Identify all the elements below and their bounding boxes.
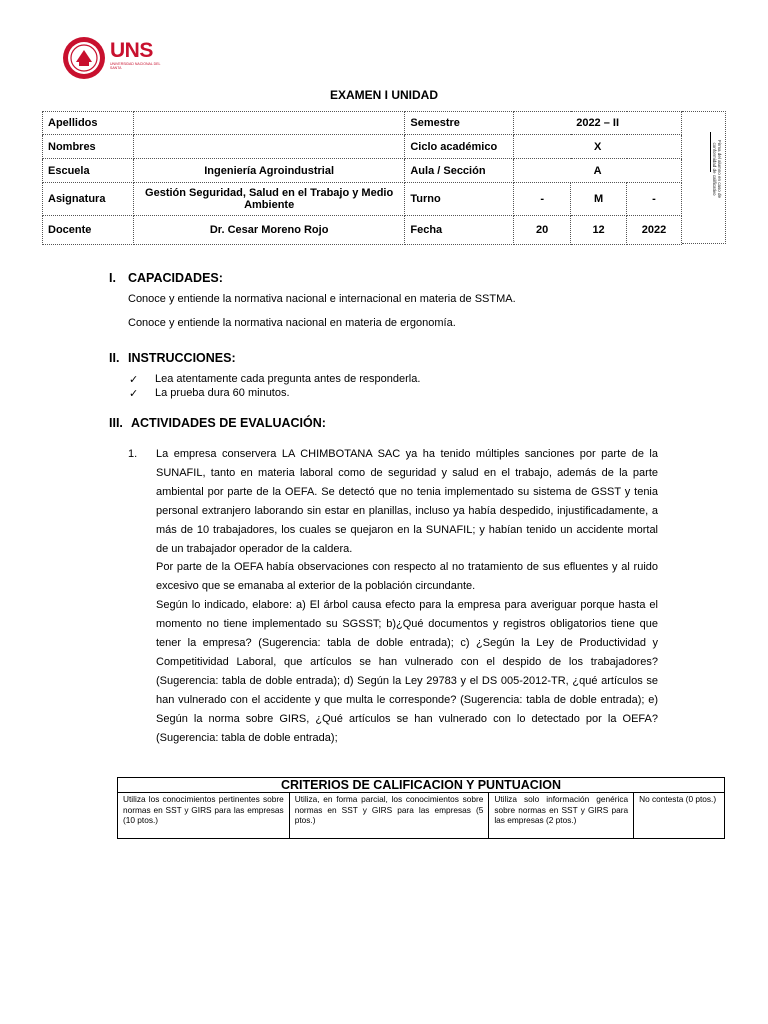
row-nombres	[43, 135, 682, 159]
section-heading-instrucciones: INSTRUCCIONES:	[128, 351, 236, 365]
capacidad-item-2: Conoce y entiende la normativa nacional en materia de ergonomía.	[128, 317, 456, 329]
grading-criteria-table	[117, 777, 725, 839]
semestre-label: Semestre	[405, 112, 514, 135]
criteria-cell-10: Utiliza los conocimientos pertinentes sobre normas en SST y GIRS para las empresas (10 ptos.)	[118, 793, 290, 839]
question-body	[156, 445, 658, 748]
section-heading-actividades: ACTIVIDADES DE EVALUACIÓN:	[131, 416, 326, 430]
apellidos-field[interactable]	[133, 112, 404, 135]
question-paragraph-2: Por parte de la OEFA había observaciones con respecto al no tratamiento de sus efluentes y al ruido excesivo que se emanaba al exterior de la población circundante.	[156, 561, 658, 593]
question-paragraph-3: Según lo indicado, elabore: a) El árbol causa efecto para la empresa para averiguar porque hasta el momento no tiene implementado su SGSST; b)¿Qué documentos y registros obligatorios tiene que tener la empresa? (Sugerencia: tabla de doble entrada); c) ¿Según la Ley de Productividad y Competitividad Laboral, que artículos se han vulnerado con el despido de los trabajadores? (Sugerencia: tabla de doble entrada); d) Según la Ley 29783 y el DS 005-2012-TR, ¿qué artículos se han vulnerado con el accidente y que multa le corresponde? (Sugerencia: tabla de doble entrada); e) Según la norma sobre GIRS, ¿Qué artículos se han vulnerado con lo detectado por la OEFA? (Sugerencia: tabla de doble entrada);	[156, 599, 658, 744]
semestre-value: 2022 – II	[514, 112, 682, 135]
section-number-1: I.	[109, 271, 116, 285]
fecha-day: 20	[514, 216, 571, 245]
docente-label: Docente	[43, 216, 134, 245]
ciclo-label: Ciclo académico	[405, 135, 514, 159]
turno-value-2: M	[571, 183, 627, 216]
question-paragraph-1: La empresa conservera LA CHIMBOTANA SAC ya ha tenido múltiples sanciones por parte de la SUNAFIL, tanto en materia laboral como de seguridad y salud en el trabajo, además de la parte ambiental por parte de la OEFA. Se detectó que no tenia implementado su sistema de GSST y tenia personal extranjero laborando sin estar en planillas, incluso ya había despedido, injustificadamente, a más de 10 trabajadores, los cuales se quejaron en la SUNAFIL; y habían tenido un accidente mortal de un trabajador operador de la caldera.	[156, 448, 658, 555]
criteria-cell-0: No contesta (0 ptos.)	[634, 793, 725, 839]
criteria-row	[118, 793, 725, 839]
nombres-label: Nombres	[43, 135, 134, 159]
checkmark-icon: ✓	[129, 374, 139, 386]
student-info-table	[42, 111, 682, 245]
criteria-cell-5: Utiliza, en forma parcial, los conocimientos sobre normas en SST y GIRS para las empresas (5 ptos.)	[289, 793, 489, 839]
instruction-text-2: La prueba dura 60 minutos.	[155, 387, 290, 399]
turno-value-1: -	[514, 183, 571, 216]
docente-value: Dr. Cesar Moreno Rojo	[133, 216, 404, 245]
fecha-month: 12	[571, 216, 627, 245]
escuela-label: Escuela	[43, 159, 134, 183]
logo-brand: UNS	[110, 39, 153, 62]
aula-label: Aula / Sección	[405, 159, 514, 183]
fecha-year: 2022	[627, 216, 682, 245]
instruction-item	[129, 387, 549, 401]
signature-note: Firma del alumno en caso de conformidad de calificativo	[712, 139, 722, 199]
nombres-field[interactable]	[133, 135, 404, 159]
capacidad-item-1: Conoce y entiende la normativa nacional e internacional en materia de SSTMA.	[128, 293, 516, 305]
signature-box[interactable]	[682, 111, 726, 244]
university-logo	[62, 36, 172, 82]
turno-value-3: -	[627, 183, 682, 216]
exam-title: EXAMEN I UNIDAD	[329, 88, 438, 102]
fecha-label: Fecha	[405, 216, 514, 245]
escuela-value: Ingeniería Agroindustrial	[133, 159, 404, 183]
criteria-title: CRITERIOS DE CALIFICACION Y PUNTUACION	[118, 778, 725, 793]
section-number-3: III.	[109, 416, 123, 430]
ciclo-value: X	[514, 135, 682, 159]
row-asignatura	[43, 183, 682, 216]
row-docente	[43, 216, 682, 245]
checkmark-icon: ✓	[129, 388, 139, 400]
asignatura-value: Gestión Seguridad, Salud en el Trabajo y Medio Ambiente	[133, 183, 404, 216]
turno-label: Turno	[405, 183, 514, 216]
asignatura-label: Asignatura	[43, 183, 134, 216]
logo-subtitle: UNIVERSIDAD NACIONAL DEL SANTA	[110, 62, 161, 70]
row-escuela	[43, 159, 682, 183]
question-number: 1.	[128, 448, 138, 460]
section-number-2: II.	[109, 351, 120, 365]
aula-value: A	[514, 159, 682, 183]
section-heading-capacidades: CAPACIDADES:	[128, 271, 223, 285]
signature-line	[710, 132, 711, 172]
apellidos-label: Apellidos	[43, 112, 134, 135]
instruction-text-1: Lea atentamente cada pregunta antes de responderla.	[155, 373, 421, 385]
criteria-cell-2: Utiliza solo información genérica sobre normas en SST y GIRS para las empresas (2 ptos.)	[489, 793, 634, 839]
instruction-item	[129, 373, 549, 387]
university-seal-icon	[62, 36, 106, 80]
row-apellidos	[43, 112, 682, 135]
